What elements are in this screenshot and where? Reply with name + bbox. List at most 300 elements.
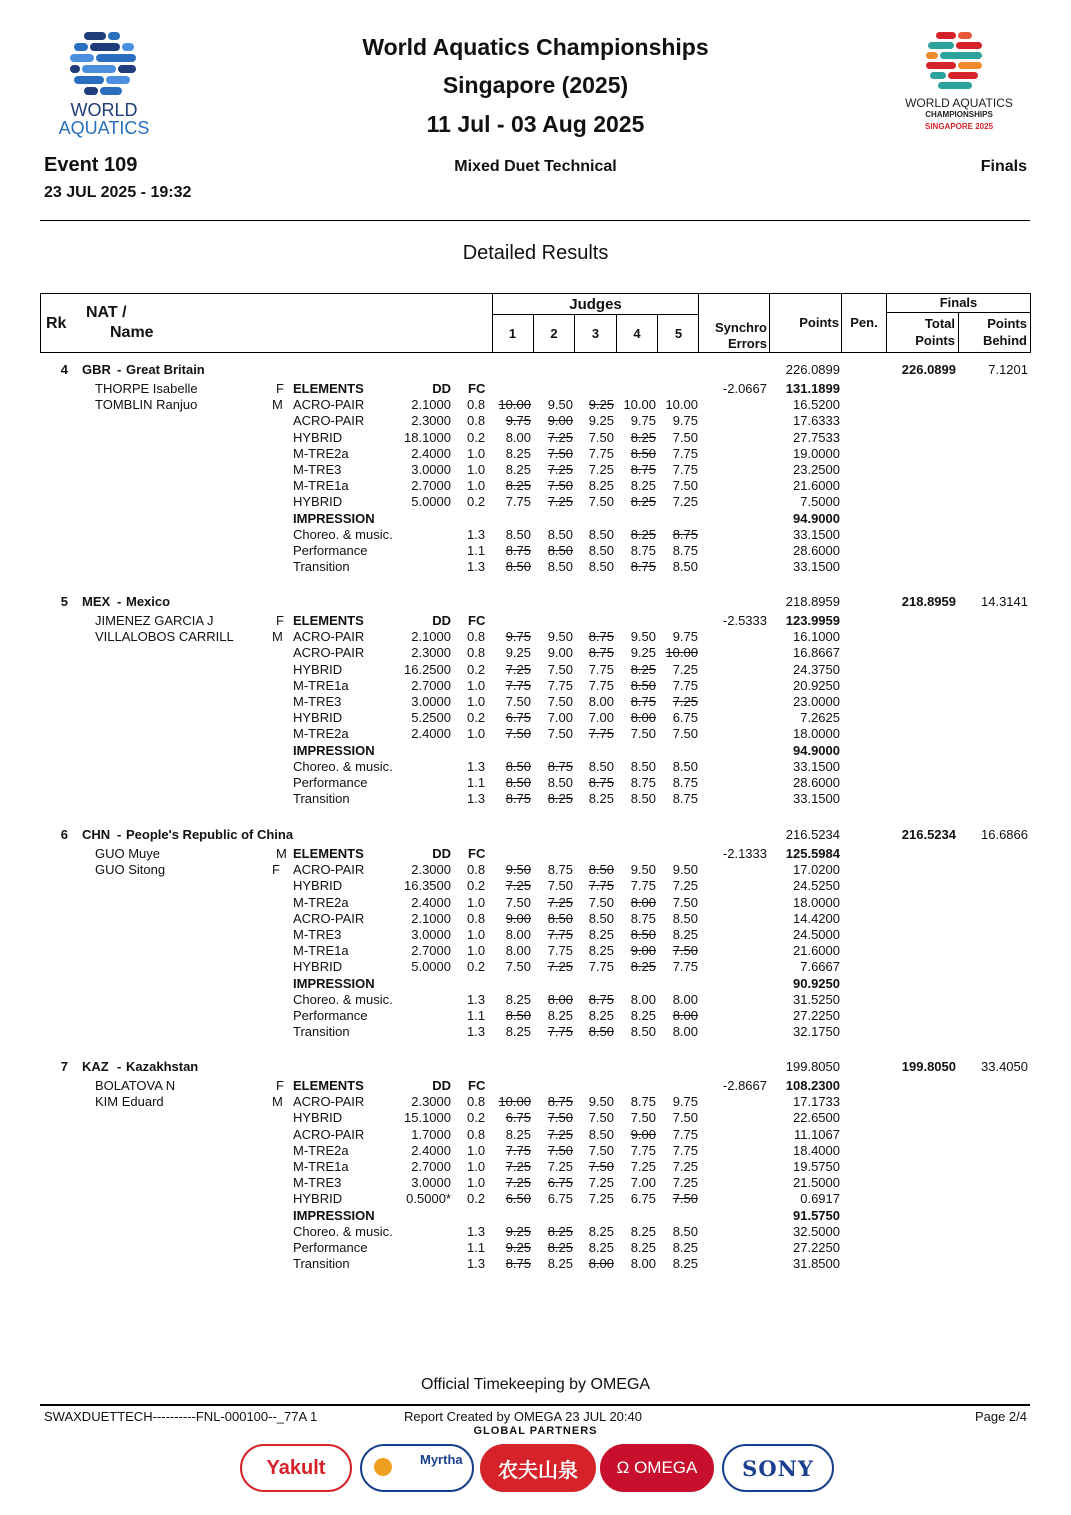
element-dd: 3.0000: [411, 1175, 451, 1191]
element-points: 17.6333: [793, 413, 840, 429]
impression-points: 94.9000: [793, 510, 840, 526]
total-points: 199.8050: [901, 1059, 956, 1074]
partner-yakult-label: Yakult: [266, 1456, 326, 1479]
judge-score: 8.75: [588, 645, 614, 661]
judge-score: 7.25: [505, 878, 531, 894]
judge-score: 7.25: [672, 1159, 698, 1174]
judge-score: 9.50: [630, 862, 656, 878]
impression-row: [0, 1224, 1071, 1240]
element-fc: 0.2: [467, 494, 486, 510]
judge-score: 6.75: [672, 710, 698, 726]
th-errors: Errors: [727, 336, 767, 351]
judge-score: 8.50: [588, 910, 614, 926]
judge-score: 7.25: [672, 878, 698, 894]
judge-score: 7.75: [672, 462, 698, 477]
element-row: [0, 413, 1071, 429]
element-points: 19.0000: [793, 445, 840, 461]
judge-score: 7.25: [630, 1159, 656, 1174]
element-points: 23.2500: [793, 462, 840, 477]
judge-score: 8.50: [630, 927, 656, 942]
element-row: [0, 911, 1071, 927]
synchro-errors: -2.1333: [722, 846, 767, 861]
impression-points: 27.2250: [793, 1240, 840, 1255]
judge-score: 8.75: [630, 559, 656, 575]
elements-points: 131.1899: [785, 381, 840, 396]
judge-score: 7.50: [547, 694, 573, 709]
element-name: HYBRID: [293, 1110, 343, 1126]
partners-title: GLOBAL PARTNERS: [473, 1425, 598, 1437]
champ-logo-text-2: CHAMPIONSHIPS: [925, 110, 993, 119]
judge-score: 9.00: [630, 1126, 656, 1142]
impression-points: 94.9000: [793, 742, 840, 758]
judge-score: 8.25: [630, 429, 656, 445]
judge-score: 8.25: [505, 478, 531, 494]
element-dd: 2.7000: [411, 677, 451, 693]
element-row: [0, 1127, 1071, 1143]
judge-score: 8.00: [672, 1008, 698, 1023]
judge-score: 9.50: [505, 862, 531, 878]
th-behind-2: Behind: [982, 333, 1027, 348]
judge-score: 7.25: [505, 1175, 531, 1191]
judge-score: 8.50: [630, 677, 656, 693]
impression-fc: 1.3: [467, 559, 486, 575]
judge-score: 7.50: [588, 1159, 614, 1174]
element-dd: 2.3000: [411, 1094, 451, 1110]
judge-score: 9.50: [630, 629, 656, 645]
th-finals: Finals: [939, 295, 978, 310]
element-fc: 0.8: [467, 1126, 486, 1142]
country-name: Mexico: [126, 594, 171, 609]
element-dd: 2.3000: [411, 645, 451, 661]
element-name: HYBRID: [293, 959, 343, 975]
team-points: 216.5234: [785, 827, 840, 842]
judge-score: 8.75: [630, 775, 656, 790]
judge-score: 8.25: [630, 1223, 656, 1239]
judge-score: 7.25: [547, 1159, 573, 1174]
judge-score: 7.50: [505, 694, 531, 709]
judge-score: 8.50: [630, 1024, 656, 1040]
judge-score: 7.50: [547, 661, 573, 677]
element-dd: 1.7000: [411, 1126, 451, 1142]
element-fc: 1.0: [467, 894, 486, 910]
element-row: [0, 1191, 1071, 1207]
points-behind: 33.4050: [981, 1059, 1028, 1074]
judge-score: 8.25: [547, 1240, 573, 1255]
element-dd: 5.0000: [411, 494, 451, 510]
judge-score: 8.25: [505, 445, 531, 461]
element-name: M-TRE2a: [293, 445, 349, 461]
element-fc: 1.0: [467, 677, 486, 693]
judge-score: 8.00: [672, 991, 698, 1007]
event-datetime: 23 JUL 2025 - 19:32: [44, 184, 192, 201]
elements-points: 108.2300: [785, 1078, 840, 1093]
element-row: [0, 710, 1071, 726]
judge-score: 8.75: [547, 862, 573, 878]
element-fc: 0.2: [467, 429, 486, 445]
judge-score: 8.50: [588, 559, 614, 575]
element-points: 19.5750: [793, 1159, 840, 1174]
judge-score: 8.50: [672, 910, 698, 926]
judge-score: 8.00: [630, 1256, 656, 1272]
judge-score: 9.75: [630, 413, 656, 429]
th-synchro: Synchro: [714, 320, 767, 335]
elements-header-row: [0, 381, 1071, 397]
fc-label: FC: [468, 381, 486, 396]
judge-score: 8.75: [630, 543, 656, 558]
impression-points: 33.1500: [793, 559, 840, 575]
judge-score: 7.50: [588, 1142, 614, 1158]
element-points: 17.1733: [793, 1094, 840, 1110]
element-points: 11.1067: [793, 1126, 840, 1142]
element-name: ACRO-PAIR: [293, 1126, 365, 1142]
element-name: M-TRE1a: [293, 677, 349, 693]
element-row: [0, 878, 1071, 894]
element-points: 24.5250: [793, 878, 840, 894]
judge-score: 7.75: [588, 445, 614, 461]
element-dd: 2.7000: [411, 1159, 451, 1174]
judge-score: 8.00: [630, 710, 656, 726]
judge-score: 7.50: [588, 894, 614, 910]
synchro-errors: -2.8667: [722, 1078, 767, 1093]
judge-score: 8.75: [630, 462, 656, 477]
synchro-errors: -2.5333: [722, 613, 767, 628]
judge-score: 7.75: [547, 927, 573, 942]
impression-fc: 1.3: [467, 991, 486, 1007]
rank: 6: [60, 827, 68, 842]
impression-label: IMPRESSION: [293, 975, 375, 991]
judge-score: 8.50: [588, 543, 614, 558]
judge-score: 8.50: [547, 559, 573, 575]
athlete-name: THORPE Isabelle: [95, 381, 198, 396]
athlete-gender: M: [276, 846, 287, 861]
judge-score: 8.25: [588, 943, 614, 959]
element-name: M-TRE1a: [293, 478, 349, 494]
judge-score: 8.25: [588, 478, 614, 494]
partner-yakult: [240, 1444, 352, 1492]
judge-score: 7.25: [547, 959, 573, 975]
athlete-name: KIM Eduard: [95, 1094, 164, 1110]
element-name: M-TRE3: [293, 462, 342, 477]
impression-header-row: [0, 976, 1071, 992]
judge-score: 10.00: [665, 645, 698, 661]
judge-score: 8.25: [547, 1008, 573, 1023]
element-fc: 1.0: [467, 1175, 486, 1191]
element-row: [0, 1110, 1071, 1126]
judge-score: 9.50: [547, 397, 573, 413]
element-name: HYBRID: [293, 710, 343, 726]
judge-score: 8.00: [505, 927, 531, 942]
athlete-name: GUO Muye: [95, 846, 161, 861]
element-row: [0, 1175, 1071, 1191]
judge-score: 6.75: [547, 1175, 573, 1191]
athlete-gender: F: [276, 1078, 284, 1093]
nat-code: CHN: [82, 827, 111, 842]
team-row: [0, 362, 1071, 378]
impression-name: Transition: [293, 1024, 350, 1040]
judge-score: 7.50: [505, 726, 531, 742]
judge-score: 8.25: [505, 991, 531, 1007]
judge-score: 9.50: [547, 629, 573, 645]
judge-score: 8.25: [547, 1223, 573, 1239]
impression-fc: 1.3: [467, 1223, 486, 1239]
judge-score: 8.75: [630, 910, 656, 926]
partner-omega: [600, 1444, 714, 1492]
nat-separator: -: [117, 362, 122, 377]
element-row: [0, 462, 1071, 478]
impression-fc: 1.3: [467, 791, 486, 807]
impression-points: 28.6000: [793, 775, 840, 790]
judge-score: 7.75: [547, 943, 573, 959]
element-fc: 0.2: [467, 1110, 486, 1126]
judge-score: 9.25: [505, 1240, 531, 1255]
element-dd: 2.3000: [411, 413, 451, 429]
judge-score: 7.75: [672, 959, 698, 975]
team-row: [0, 827, 1071, 843]
logo-text-aquatics: AQUATICS: [58, 118, 150, 138]
element-fc: 1.0: [467, 694, 486, 709]
event-name: Mixed Duet Technical: [454, 158, 617, 175]
impression-name: Choreo. & music.: [293, 526, 393, 542]
element-dd: 5.0000: [411, 959, 451, 975]
judge-score: 7.75: [547, 677, 573, 693]
title-line-3: 11 Jul - 03 Aug 2025: [426, 111, 645, 137]
element-points: 18.4000: [793, 1142, 840, 1158]
judge-score: 8.50: [588, 1126, 614, 1142]
judge-score: 8.25: [630, 494, 656, 510]
judge-score: 8.50: [630, 445, 656, 461]
champ-logo-text-3: SINGAPORE 2025: [924, 122, 994, 131]
timekeeping: Official Timekeeping by OMEGA: [420, 1376, 651, 1393]
element-dd: 3.0000: [411, 927, 451, 942]
fc-label: FC: [468, 846, 486, 861]
impression-points: 90.9250: [793, 975, 840, 991]
judge-score: 7.25: [547, 1126, 573, 1142]
judge-score: 7.25: [672, 694, 698, 709]
rank: 7: [60, 1059, 68, 1074]
element-row: [0, 629, 1071, 645]
element-fc: 0.2: [467, 959, 486, 975]
judge-score: 7.75: [505, 494, 531, 510]
judge-score: 8.50: [588, 862, 614, 878]
impression-fc: 1.1: [467, 543, 486, 558]
judge-score: 7.50: [672, 726, 698, 742]
title-line-1: World Aquatics Championships: [362, 34, 709, 60]
element-dd: 2.1000: [411, 397, 451, 413]
th-total-2: Points: [915, 333, 955, 348]
element-fc: 1.0: [467, 1159, 486, 1174]
element-dd: 18.1000: [404, 429, 451, 445]
impression-points: 33.1500: [793, 526, 840, 542]
impression-points: 31.5250: [793, 991, 840, 1007]
element-points: 24.3750: [793, 661, 840, 677]
judge-score: 9.25: [505, 645, 531, 661]
th-j4: 4: [633, 326, 641, 341]
judge-score: 8.25: [672, 1256, 698, 1272]
element-points: 20.9250: [793, 677, 840, 693]
impression-row: [0, 527, 1071, 543]
judge-score: 9.25: [588, 413, 614, 429]
athlete-gender: F: [276, 381, 284, 396]
judge-score: 9.25: [588, 397, 614, 413]
impression-fc: 1.3: [467, 758, 486, 774]
elements-label: ELEMENTS: [293, 613, 364, 628]
element-points: 21.6000: [793, 943, 840, 959]
element-fc: 0.2: [467, 1191, 486, 1207]
element-name: M-TRE3: [293, 694, 342, 709]
judge-score: 8.00: [630, 991, 656, 1007]
athlete-gender: M: [272, 397, 283, 413]
element-fc: 0.8: [467, 629, 486, 645]
elements-label: ELEMENTS: [293, 846, 364, 861]
judge-score: 8.50: [505, 526, 531, 542]
judge-score: 7.50: [588, 429, 614, 445]
impression-fc: 1.3: [467, 526, 486, 542]
element-name: M-TRE1a: [293, 1159, 349, 1174]
element-name: M-TRE2a: [293, 726, 349, 742]
dd-label: DD: [432, 381, 451, 396]
footer-divider: [40, 1404, 1030, 1406]
impression-name: Choreo. & music.: [293, 1223, 393, 1239]
element-row: [0, 478, 1071, 494]
athlete-gender: M: [272, 629, 283, 645]
nat-code: KAZ: [82, 1059, 109, 1074]
impression-name: Choreo. & music.: [293, 991, 393, 1007]
judge-score: 9.75: [505, 629, 531, 645]
synchro-errors: -2.0667: [722, 381, 767, 396]
element-name: ACRO-PAIR: [293, 910, 365, 926]
judge-score: 8.50: [505, 775, 531, 790]
element-dd: 2.1000: [411, 629, 451, 645]
element-dd: 3.0000: [411, 462, 451, 477]
element-dd: 2.4000: [411, 726, 451, 742]
impression-name: Performance: [293, 775, 368, 790]
athlete-name: GUO Sitong: [95, 862, 166, 878]
judge-score: 8.25: [588, 791, 614, 807]
judge-score: 7.00: [630, 1175, 656, 1191]
element-points: 16.5200: [793, 397, 840, 413]
judge-score: 8.25: [547, 791, 573, 807]
judge-score: 8.25: [630, 526, 656, 542]
elements-points: 125.5984: [785, 846, 840, 861]
impression-row: [0, 543, 1071, 559]
element-fc: 0.8: [467, 910, 486, 926]
footer-report: Report Created by OMEGA 23 JUL 20:40: [404, 1409, 642, 1424]
judge-score: 7.75: [672, 445, 698, 461]
judge-score: 8.75: [672, 543, 698, 558]
judge-score: 7.75: [672, 1142, 698, 1158]
th-nat: NAT /: [86, 304, 127, 321]
judge-score: 7.75: [588, 878, 614, 894]
judge-score: 8.25: [588, 927, 614, 942]
elements-header-row: [0, 846, 1071, 862]
impression-name: Performance: [293, 543, 368, 558]
element-name: ACRO-PAIR: [293, 645, 365, 661]
event-phase: Finals: [980, 158, 1027, 175]
judge-score: 8.75: [547, 758, 573, 774]
impression-label: IMPRESSION: [293, 510, 375, 526]
element-points: 23.0000: [793, 694, 840, 709]
nat-separator: -: [117, 827, 122, 842]
judge-score: 6.75: [505, 1110, 531, 1126]
impression-points: 33.1500: [793, 758, 840, 774]
element-row: [0, 726, 1071, 742]
th-points: Points: [799, 315, 839, 330]
impression-fc: 1.1: [467, 1240, 486, 1255]
impression-fc: 1.1: [467, 775, 486, 790]
element-name: ACRO-PAIR: [293, 397, 365, 413]
judge-score: 8.50: [588, 1024, 614, 1040]
impression-points: 32.1750: [793, 1024, 840, 1040]
judge-score: 7.50: [672, 429, 698, 445]
judge-score: 8.75: [505, 1256, 531, 1272]
impression-points: 27.2250: [793, 1008, 840, 1023]
judge-score: 10.00: [623, 397, 656, 413]
element-points: 24.5000: [793, 927, 840, 942]
element-fc: 1.0: [467, 462, 486, 477]
th-j5: 5: [674, 326, 683, 341]
athlete-name: TOMBLIN Ranjuo: [95, 397, 198, 413]
judge-score: 9.50: [588, 1094, 614, 1110]
judge-score: 9.00: [547, 413, 573, 429]
judge-score: 8.25: [505, 1126, 531, 1142]
th-total-1: Total: [924, 316, 955, 331]
footer-code: SWAXDUETTECH----------FNL-000100--_77A 1: [44, 1409, 318, 1424]
impression-fc: 1.3: [467, 1256, 486, 1272]
judge-score: 9.75: [672, 1094, 698, 1110]
judge-score: 8.75: [672, 791, 698, 807]
judge-score: 7.50: [588, 494, 614, 510]
elements-label: ELEMENTS: [293, 381, 364, 396]
element-name: ACRO-PAIR: [293, 413, 365, 429]
element-row: [0, 862, 1071, 878]
element-name: HYBRID: [293, 429, 343, 445]
element-row: [0, 662, 1071, 678]
judge-score: 8.75: [672, 775, 698, 790]
judge-score: 8.50: [547, 543, 573, 558]
element-dd: 16.2500: [404, 661, 451, 677]
judge-score: 6.75: [505, 710, 531, 726]
nat-code: MEX: [82, 594, 111, 609]
logo-text-world: WORLD: [70, 100, 138, 120]
judge-score: 7.75: [630, 878, 656, 894]
judge-score: 8.25: [588, 1240, 614, 1255]
judge-score: 8.75: [588, 991, 614, 1007]
judge-score: 8.25: [672, 927, 698, 942]
nat-separator: -: [117, 594, 122, 609]
impression-row: [0, 1008, 1071, 1024]
fc-label: FC: [468, 1078, 486, 1093]
judge-score: 7.25: [672, 494, 698, 510]
judge-score: 7.50: [672, 943, 698, 959]
judge-score: 9.75: [505, 413, 531, 429]
element-row: [0, 927, 1071, 943]
impression-name: Performance: [293, 1240, 368, 1255]
judge-score: 9.00: [547, 645, 573, 661]
champ-logo-text-1: WORLD AQUATICS: [905, 96, 1013, 110]
element-fc: 0.2: [467, 878, 486, 894]
athlete-name: VILLALOBOS CARRILL: [95, 629, 234, 645]
impression-header-row: [0, 511, 1071, 527]
judge-score: 7.75: [588, 959, 614, 975]
judge-score: 7.00: [588, 710, 614, 726]
athlete-gender: F: [276, 613, 284, 628]
impression-points: 28.6000: [793, 543, 840, 558]
partner-nongfu-label: 农夫山泉: [498, 1459, 578, 1482]
judge-score: 6.75: [547, 1191, 573, 1207]
judge-score: 8.50: [505, 559, 531, 575]
element-dd: 2.1000: [411, 910, 451, 926]
judge-score: 8.50: [547, 910, 573, 926]
